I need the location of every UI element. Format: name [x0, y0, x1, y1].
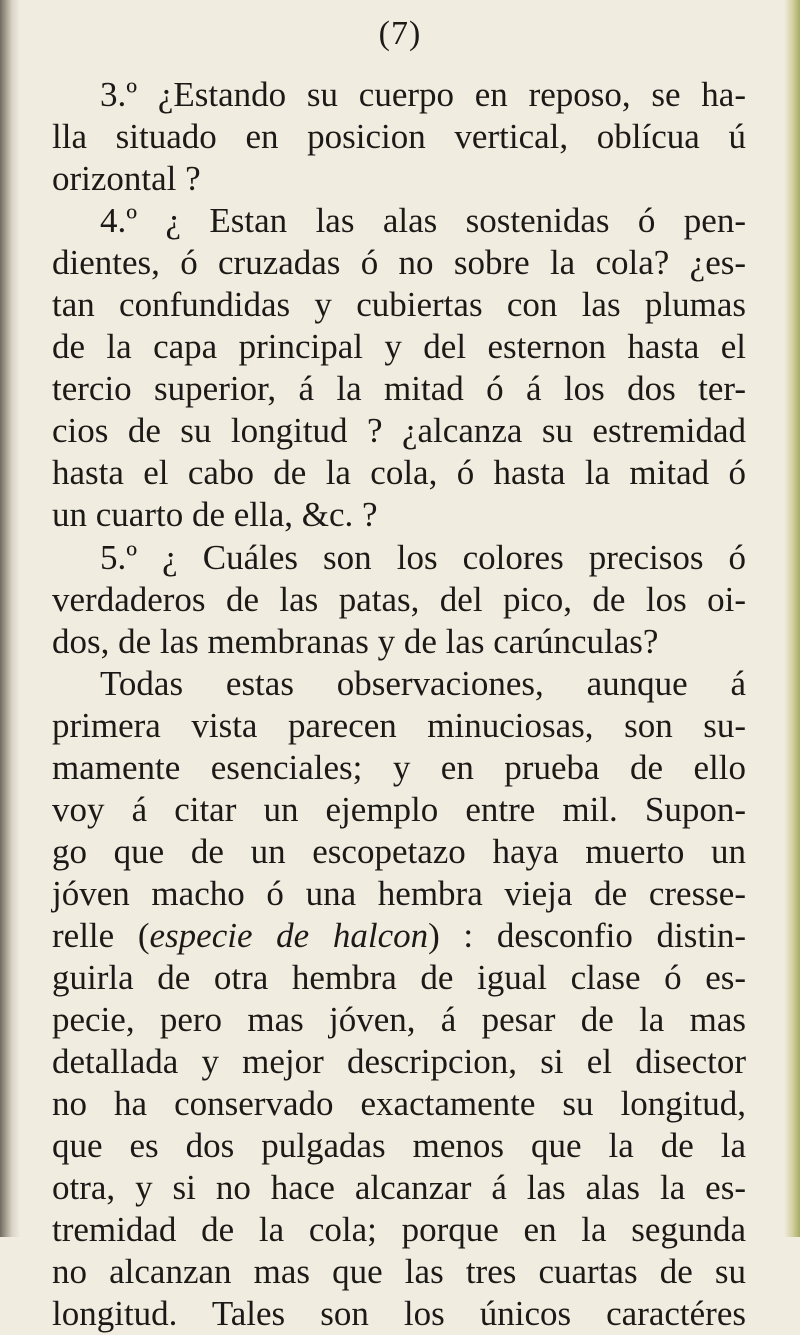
text-line: no ha conservado exactamente su longitud,: [52, 1084, 746, 1124]
text-line: hasta el cabo de la cola, ó hasta la mitad ó: [52, 453, 746, 493]
text-line: go que de un escopetazo haya muerto un: [52, 831, 746, 871]
text-line: detallada y mejor descripcion, si el disector: [52, 1042, 746, 1082]
text-line: otra, y si no hace alcanzar á las alas la es-: [52, 1168, 746, 1208]
text-fragment: ) : desconfio distin-: [428, 915, 746, 955]
text-line: cios de su longitud ? ¿alcanza su estremidad: [52, 411, 746, 451]
italic-phrase: especie de halcon: [149, 915, 429, 955]
text-line: guirla de otra hembra de igual clase ó es-: [52, 957, 746, 997]
body-text: [52, 74, 746, 1335]
page-edge-shadow: [784, 0, 800, 1237]
text-line: longitud. Tales son los únicos caractéres: [52, 1294, 746, 1334]
text-line: jóven macho ó una hembra vieja de cresse-: [52, 873, 746, 913]
text-line: de la capa principal y del esternon hasta el: [52, 327, 746, 367]
text-line: pecie, pero mas jóven, á pesar de la mas: [52, 1000, 746, 1040]
text-line: dos, de las membranas y de las carúnculas?: [52, 621, 659, 661]
text-line: tremidad de la cola; porque en la segunda: [52, 1210, 746, 1250]
text-line: tercio superior, á la mitad ó á los dos ter-: [52, 369, 746, 409]
text-line: verdaderos de las patas, del pico, de los oi-: [52, 579, 746, 619]
text-line: dientes, ó cruzadas ó no sobre la cola? ¿es-: [52, 243, 746, 283]
text-line: que es dos pulgadas menos que la de la: [52, 1126, 746, 1166]
text-line: 5.º ¿ Cuáles son los colores precisos ó: [100, 537, 746, 577]
text-line: primera vista parecen minuciosas, son su-: [52, 705, 746, 745]
page-number: (7): [378, 15, 422, 52]
text-line: tan confundidas y cubiertas con las plumas: [52, 285, 746, 325]
text-line: un cuarto de ella, &c. ?: [52, 495, 378, 535]
text-line: orizontal ?: [52, 159, 201, 199]
text-line: no alcanzan mas que las tres cuartas de su: [52, 1252, 746, 1292]
text-line: mamente esenciales; y en prueba de ello: [52, 747, 746, 787]
text-line: voy á citar un ejemplo entre mil. Supon-: [52, 789, 746, 829]
text-line: Todas estas observaciones, aunque á: [100, 663, 746, 703]
text-fragment: relle (: [52, 915, 150, 955]
text-line-with-italic: [52, 915, 746, 957]
text-line: 4.º ¿ Estan las alas sostenidas ó pen-: [100, 201, 746, 241]
page-binding-shadow: [0, 0, 20, 1237]
text-line: lla situado en posicion vertical, oblícua ú: [52, 117, 746, 157]
text-line: 3.º ¿Estando su cuerpo en reposo, se ha-: [100, 75, 746, 114]
